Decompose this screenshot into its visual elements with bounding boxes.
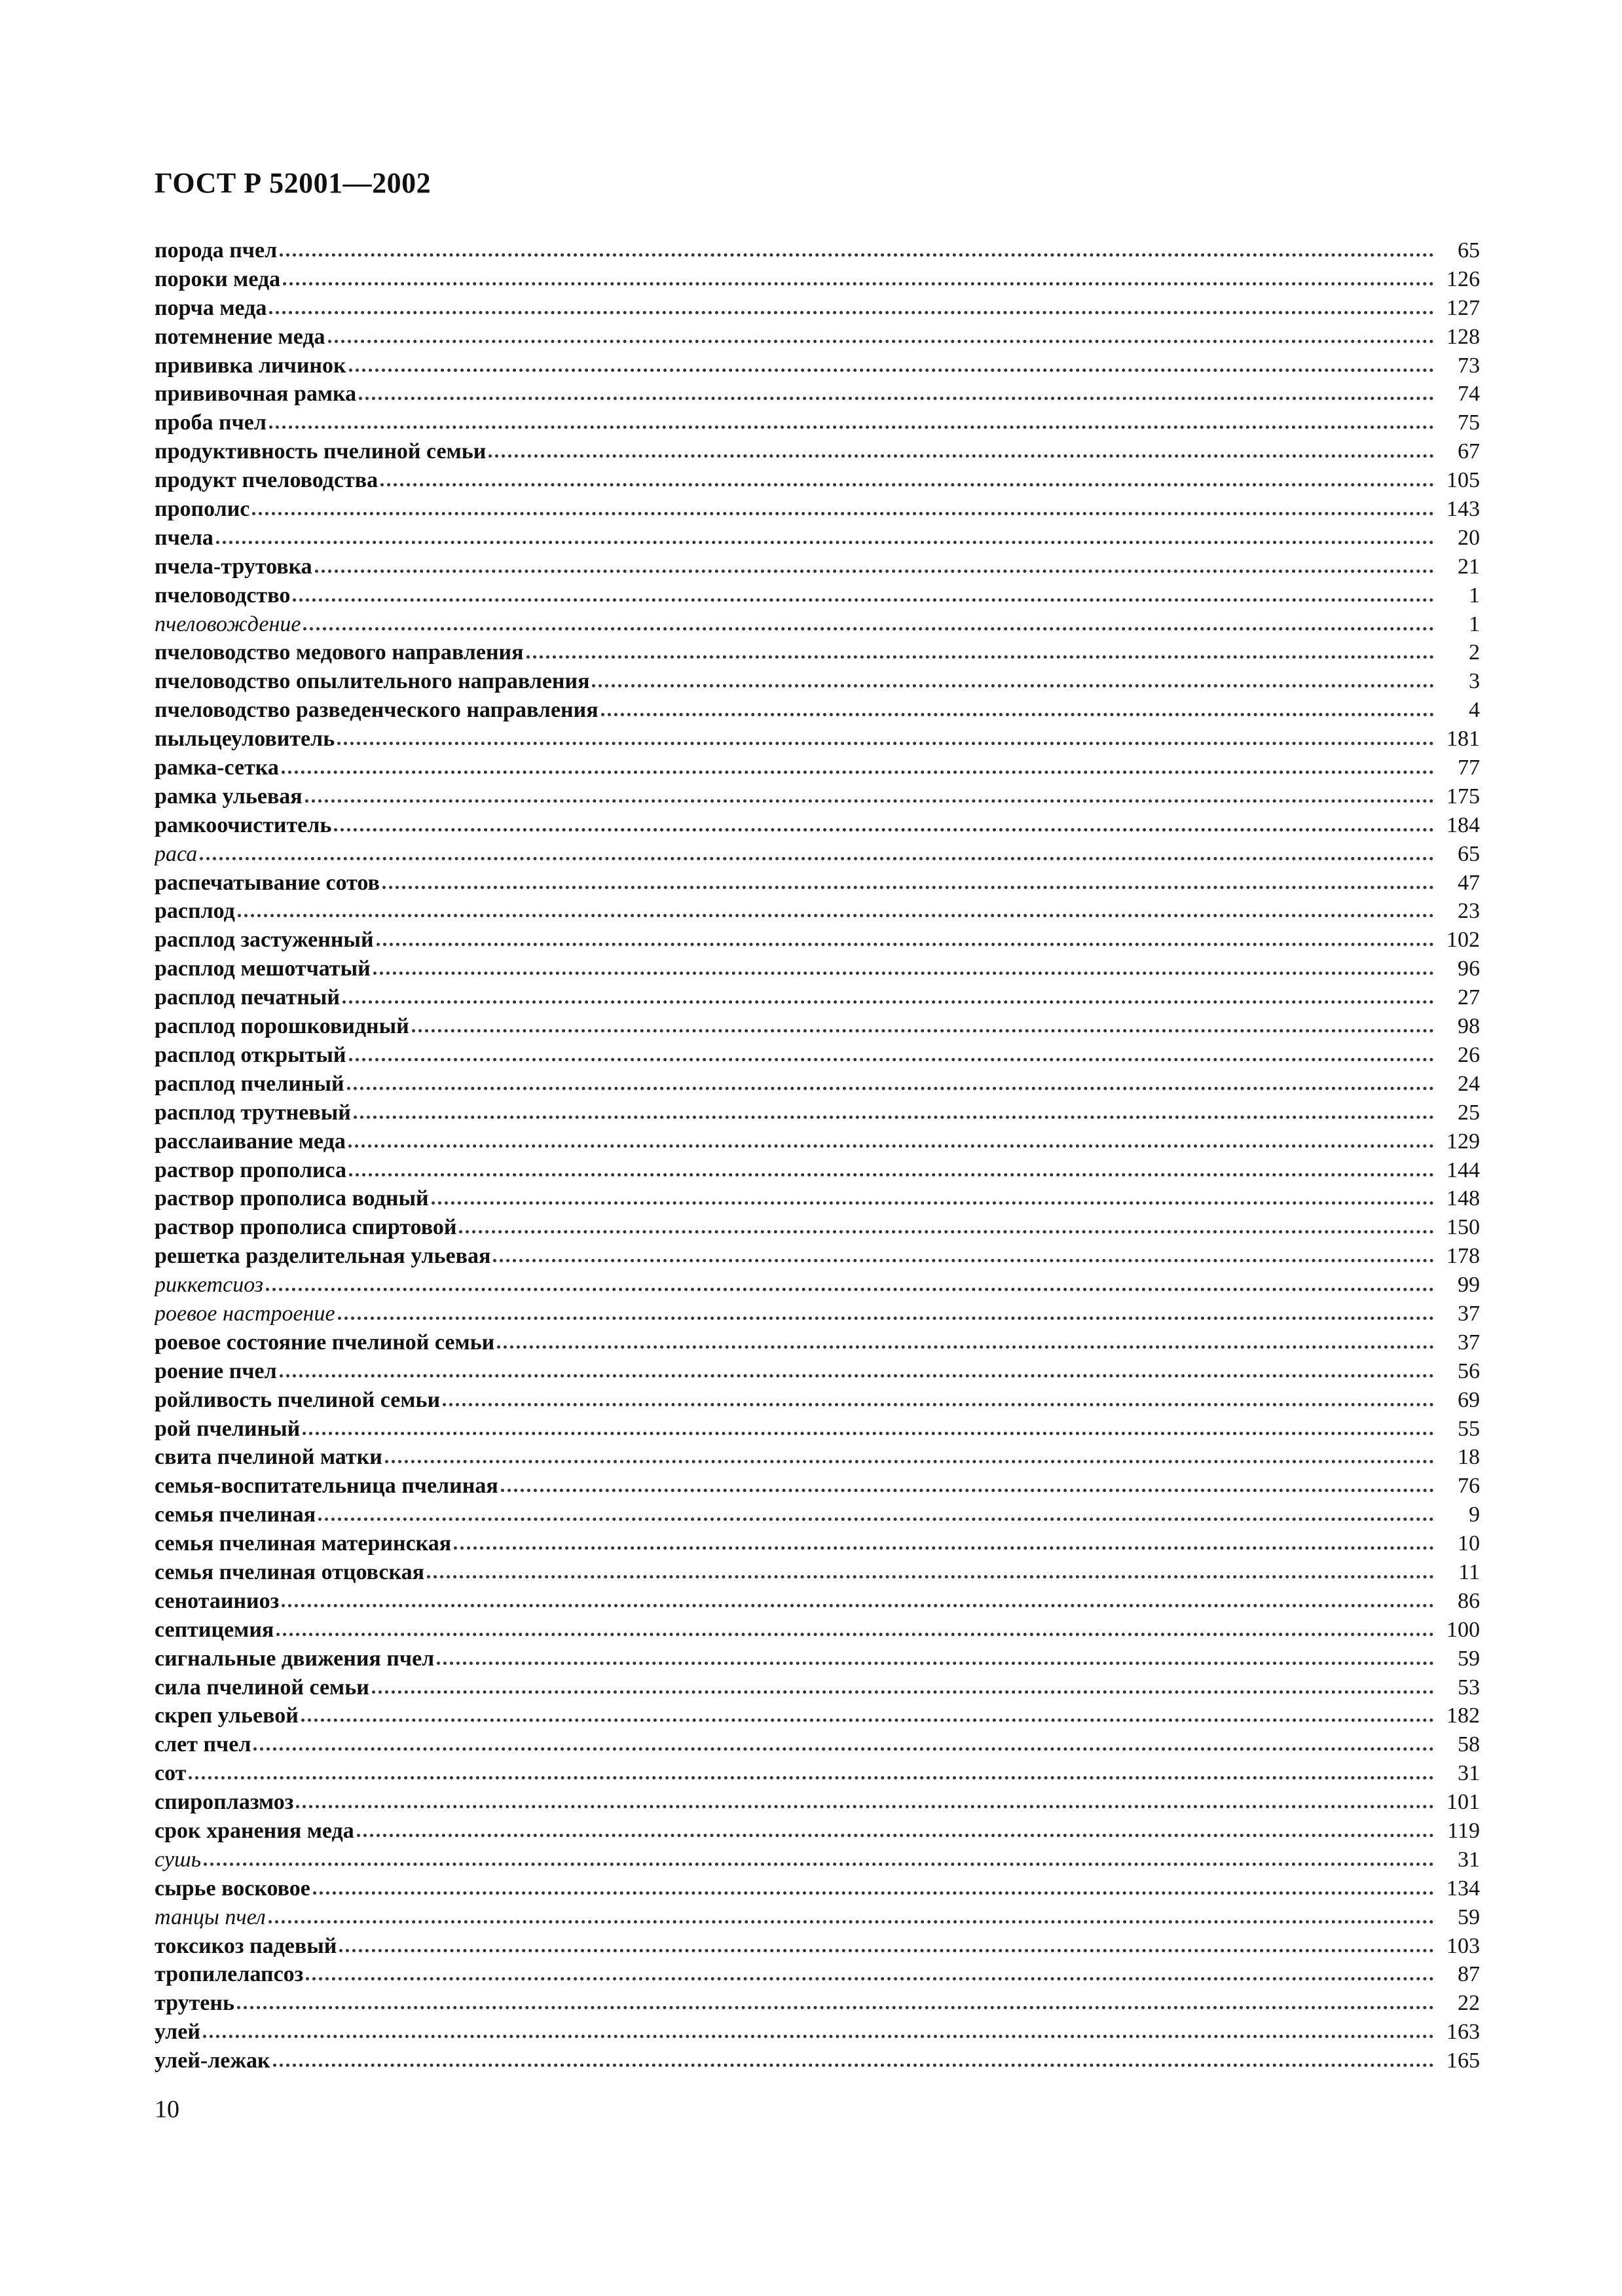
dot-leader <box>339 1945 1434 1953</box>
index-term: расплод трутневый <box>155 1100 351 1125</box>
dot-leader <box>276 1629 1434 1637</box>
index-page-ref: 76 <box>1458 1474 1480 1499</box>
index-term: тропилелапсоз <box>155 1962 304 1987</box>
index-term: раствор прополиса водный <box>155 1186 429 1211</box>
index-entry <box>155 294 1480 323</box>
index-page-ref: 58 <box>1458 1732 1480 1757</box>
index-entry <box>155 725 1480 754</box>
index-entry <box>155 437 1480 466</box>
dot-leader <box>328 336 1434 344</box>
index-term: продуктивность пчелиной семьи <box>155 439 487 464</box>
dot-leader <box>273 2060 1434 2068</box>
index-page-ref: 10 <box>1458 1531 1480 1556</box>
index-term: пчела-трутовка <box>155 554 312 579</box>
index-entry <box>155 466 1480 495</box>
alphabetical-index <box>155 236 1480 2075</box>
dot-leader <box>338 1313 1434 1321</box>
index-entry <box>155 1415 1480 1444</box>
dot-leader <box>216 537 1434 545</box>
index-term: семья-воспитательница пчелиная <box>155 1474 498 1499</box>
index-page-ref: 27 <box>1458 985 1480 1010</box>
dot-leader <box>315 566 1434 574</box>
index-page-ref: 56 <box>1458 1358 1480 1383</box>
index-page-ref: 37 <box>1458 1301 1480 1326</box>
index-page-ref: 163 <box>1447 2020 1480 2045</box>
index-page-ref: 31 <box>1458 1847 1480 1872</box>
index-term: сырье восковое <box>155 1876 310 1901</box>
index-term: рамкоочиститель <box>155 812 332 837</box>
index-page-ref: 20 <box>1458 525 1480 550</box>
index-page-ref: 101 <box>1447 1790 1480 1815</box>
dot-leader <box>266 1284 1434 1292</box>
index-page-ref: 75 <box>1458 410 1480 435</box>
dot-leader <box>526 651 1434 659</box>
index-term: роевое состояние пчелиной семьи <box>155 1330 495 1355</box>
index-term: семья пчелиная отцовская <box>155 1559 424 1584</box>
index-entry <box>155 1759 1480 1788</box>
index-page-ref: 105 <box>1447 468 1480 493</box>
index-entry <box>155 380 1480 409</box>
index-page-ref: 73 <box>1458 353 1480 378</box>
index-term: проба пчел <box>155 410 267 435</box>
index-entry <box>155 1529 1480 1558</box>
index-term: расплод открытый <box>155 1042 346 1067</box>
index-entry <box>155 323 1480 352</box>
index-term: прививочная рамка <box>155 382 357 407</box>
dot-leader <box>349 1169 1434 1177</box>
index-entry <box>155 1357 1480 1386</box>
index-page-ref: 103 <box>1447 1933 1480 1958</box>
index-term: улей <box>155 2020 200 2045</box>
index-entry <box>155 1472 1480 1501</box>
index-entry <box>155 782 1480 811</box>
dot-leader <box>305 795 1434 803</box>
index-term: пыльцеуловитель <box>155 727 335 752</box>
index-entry <box>155 2018 1480 2047</box>
dot-leader <box>348 1140 1434 1148</box>
dot-leader <box>385 1456 1434 1464</box>
index-entry <box>155 1242 1480 1271</box>
index-entry <box>155 1673 1480 1702</box>
dot-leader <box>269 307 1434 315</box>
index-page-ref: 184 <box>1447 812 1480 837</box>
index-entry <box>155 1127 1480 1156</box>
dot-leader <box>301 1715 1434 1722</box>
dot-leader <box>318 1514 1434 1522</box>
index-page-ref: 59 <box>1458 1904 1480 1929</box>
index-page-ref: 25 <box>1458 1100 1480 1125</box>
index-term: расплод <box>155 899 235 924</box>
dot-leader <box>293 594 1434 602</box>
dot-leader <box>238 910 1434 918</box>
index-term: семья пчелиная материнская <box>155 1531 452 1556</box>
index-entry <box>155 696 1480 725</box>
index-page-ref: 65 <box>1458 841 1480 866</box>
index-entry <box>155 983 1480 1012</box>
index-page-ref: 23 <box>1458 899 1480 924</box>
index-term: пчела <box>155 525 213 550</box>
dot-leader <box>377 939 1434 947</box>
index-entry <box>155 1874 1480 1903</box>
dot-leader <box>268 1916 1434 1924</box>
index-term: рамка-сетка <box>155 756 279 780</box>
index-entry <box>155 1788 1480 1817</box>
dot-leader <box>354 1112 1434 1120</box>
index-term: распечатывание сотов <box>155 870 380 895</box>
index-page-ref: 53 <box>1458 1675 1480 1700</box>
index-page-ref: 143 <box>1447 497 1480 522</box>
index-page-ref: 74 <box>1458 382 1480 407</box>
index-term: рой пчелиный <box>155 1416 301 1441</box>
index-entry <box>155 1271 1480 1300</box>
index-page-ref: 86 <box>1458 1588 1480 1613</box>
index-page-ref: 67 <box>1458 439 1480 464</box>
dot-leader <box>306 1973 1434 1981</box>
index-page-ref: 148 <box>1447 1186 1480 1211</box>
index-term: слет пчел <box>155 1732 251 1757</box>
index-term: сот <box>155 1761 187 1786</box>
dot-leader <box>280 249 1434 257</box>
index-page-ref: 175 <box>1447 784 1480 809</box>
dot-leader <box>303 623 1434 631</box>
index-entry <box>155 352 1480 380</box>
index-term: танцы пчел <box>155 1904 266 1929</box>
dot-leader <box>189 1772 1434 1780</box>
dot-leader <box>282 767 1434 774</box>
index-term: трутень <box>155 1991 234 2016</box>
index-entry <box>155 1989 1480 2018</box>
dot-leader <box>253 1743 1434 1751</box>
index-term: потемнение меда <box>155 324 325 349</box>
index-term: токсикоз падевый <box>155 1933 337 1958</box>
index-entry <box>155 1960 1480 1989</box>
dot-leader <box>380 479 1434 487</box>
index-page-ref: 96 <box>1458 957 1480 981</box>
index-entry <box>155 1932 1480 1961</box>
index-term: септицемия <box>155 1617 274 1642</box>
index-term: роение пчел <box>155 1358 277 1383</box>
index-entry <box>155 1041 1480 1070</box>
dot-leader <box>501 1485 1434 1493</box>
index-page-ref: 2 <box>1469 640 1480 665</box>
index-term: порода пчел <box>155 238 278 263</box>
index-page-ref: 65 <box>1458 238 1480 263</box>
index-entry <box>155 1903 1480 1932</box>
index-term: раствор прополиса <box>155 1157 347 1182</box>
index-term: расплод пчелиный <box>155 1071 344 1096</box>
dot-leader <box>349 365 1434 373</box>
index-entry <box>155 897 1480 926</box>
index-term: рамка ульевая <box>155 784 303 809</box>
dot-leader <box>592 680 1434 688</box>
dot-leader <box>337 738 1434 746</box>
dot-leader <box>280 1370 1434 1378</box>
index-entry <box>155 409 1480 437</box>
index-entry <box>155 610 1480 639</box>
index-page-ref: 100 <box>1447 1617 1480 1642</box>
dot-leader <box>347 1083 1434 1091</box>
index-entry <box>155 1156 1480 1185</box>
index-entry <box>155 2047 1480 2075</box>
index-page-ref: 119 <box>1447 1818 1480 1843</box>
dot-leader <box>493 1255 1434 1263</box>
dot-leader <box>282 1600 1434 1608</box>
index-page-ref: 59 <box>1458 1646 1480 1671</box>
dot-leader <box>313 1887 1434 1895</box>
index-entry <box>155 1386 1480 1415</box>
dot-leader <box>203 2031 1434 2039</box>
index-entry <box>155 638 1480 667</box>
index-term: ройливость пчелиной семьи <box>155 1387 441 1412</box>
index-page-ref: 1 <box>1469 611 1480 636</box>
dot-leader <box>296 1801 1434 1809</box>
index-entry <box>155 265 1480 294</box>
index-page-ref: 26 <box>1458 1042 1480 1067</box>
index-entry <box>155 1443 1480 1472</box>
index-term: расплод мешотчатый <box>155 957 371 981</box>
index-entry <box>155 1184 1480 1213</box>
index-entry <box>155 1817 1480 1846</box>
index-entry <box>155 1702 1480 1730</box>
index-page-ref: 37 <box>1458 1330 1480 1355</box>
index-entry <box>155 811 1480 840</box>
index-term: продукт пчеловодства <box>155 468 378 493</box>
dot-leader <box>443 1399 1434 1407</box>
page-number: 10 <box>155 2096 179 2123</box>
index-term: скреп ульевой <box>155 1704 299 1728</box>
index-entry <box>155 1846 1480 1874</box>
dot-leader <box>349 1054 1434 1062</box>
dot-leader <box>252 508 1434 516</box>
index-page-ref: 3 <box>1469 669 1480 694</box>
index-term: пчеловождение <box>155 611 301 636</box>
index-term: раствор прополиса спиртовой <box>155 1215 457 1240</box>
dot-leader <box>427 1571 1434 1579</box>
index-page-ref: 4 <box>1469 698 1480 723</box>
index-entry <box>155 1645 1480 1673</box>
index-entry <box>155 236 1480 265</box>
index-page-ref: 144 <box>1447 1157 1480 1182</box>
index-entry <box>155 1213 1480 1242</box>
dot-leader <box>488 450 1434 458</box>
index-page-ref: 134 <box>1447 1876 1480 1901</box>
index-entry <box>155 1587 1480 1616</box>
index-term: расплод печатный <box>155 985 340 1010</box>
index-page-ref: 69 <box>1458 1387 1480 1412</box>
index-page-ref: 77 <box>1458 756 1480 780</box>
dot-leader <box>342 996 1434 1004</box>
index-entry <box>155 1558 1480 1587</box>
index-term: пчеловодство опылительного направления <box>155 669 590 694</box>
index-page-ref: 182 <box>1447 1704 1480 1728</box>
index-page-ref: 102 <box>1447 928 1480 953</box>
index-term: сушь <box>155 1847 202 1872</box>
index-entry <box>155 1616 1480 1645</box>
index-term: сила пчелиной семьи <box>155 1675 369 1700</box>
dot-leader <box>359 393 1434 401</box>
index-entry <box>155 754 1480 782</box>
index-page-ref: 165 <box>1447 2049 1480 2073</box>
index-entry <box>155 553 1480 581</box>
index-entry <box>155 667 1480 696</box>
index-term: улей-лежак <box>155 2049 270 2073</box>
index-page-ref: 9 <box>1469 1503 1480 1527</box>
index-entry <box>155 1300 1480 1328</box>
index-entry <box>155 524 1480 553</box>
index-term: пороки меда <box>155 266 281 291</box>
index-entry <box>155 869 1480 898</box>
index-entry <box>155 581 1480 610</box>
index-term: семья пчелиная <box>155 1503 316 1527</box>
index-term: роевое настроение <box>155 1301 335 1326</box>
index-term: сигнальные движения пчел <box>155 1646 435 1671</box>
index-page-ref: 150 <box>1447 1215 1480 1240</box>
index-term: пчеловодство разведенческого направления <box>155 698 599 723</box>
dot-leader <box>237 2002 1434 2010</box>
index-page-ref: 126 <box>1447 266 1480 291</box>
index-page-ref: 21 <box>1458 554 1480 579</box>
index-entry <box>155 955 1480 983</box>
dot-leader <box>204 1859 1434 1867</box>
index-page-ref: 98 <box>1458 1014 1480 1039</box>
index-page-ref: 181 <box>1447 727 1480 752</box>
index-entry <box>155 1012 1480 1041</box>
document-header: ГОСТ Р 52001—2002 <box>155 167 432 199</box>
index-page-ref: 47 <box>1458 870 1480 895</box>
index-entry <box>155 1501 1480 1529</box>
dot-leader <box>283 278 1434 286</box>
index-page-ref: 178 <box>1447 1244 1480 1269</box>
index-page-ref: 129 <box>1447 1129 1480 1154</box>
dot-leader <box>357 1830 1434 1838</box>
index-term: пчеловодство медового направления <box>155 640 524 665</box>
index-entry <box>155 1328 1480 1357</box>
index-page-ref: 24 <box>1458 1071 1480 1096</box>
index-page-ref: 128 <box>1447 324 1480 349</box>
index-entry <box>155 926 1480 955</box>
index-term: раса <box>155 841 198 866</box>
dot-leader <box>382 882 1434 890</box>
index-term: расслаивание меда <box>155 1129 346 1154</box>
dot-leader <box>601 709 1434 717</box>
index-term: свита пчелиной матки <box>155 1445 382 1470</box>
index-page-ref: 55 <box>1458 1416 1480 1441</box>
index-term: расплод порошковидный <box>155 1014 409 1039</box>
index-term: сенотаиниоз <box>155 1588 280 1613</box>
index-term: пчеловодство <box>155 583 291 608</box>
dot-leader <box>200 853 1434 861</box>
index-entry <box>155 1070 1480 1099</box>
index-entry <box>155 1099 1480 1127</box>
index-page-ref: 18 <box>1458 1445 1480 1470</box>
dot-leader <box>373 968 1434 975</box>
index-page-ref: 22 <box>1458 1991 1480 2016</box>
dot-leader <box>372 1686 1434 1694</box>
dot-leader <box>412 1025 1434 1033</box>
index-page-ref: 127 <box>1447 295 1480 320</box>
index-entry <box>155 840 1480 869</box>
dot-leader <box>432 1197 1434 1205</box>
dot-leader <box>269 422 1434 429</box>
index-term: прополис <box>155 497 250 522</box>
index-page-ref: 87 <box>1458 1962 1480 1987</box>
index-term: риккетсиоз <box>155 1273 264 1298</box>
index-page-ref: 1 <box>1469 583 1480 608</box>
dot-leader <box>334 824 1434 832</box>
index-page-ref: 99 <box>1458 1273 1480 1298</box>
index-page-ref: 31 <box>1458 1761 1480 1786</box>
index-term: порча меда <box>155 295 267 320</box>
index-entry <box>155 1730 1480 1759</box>
index-page-ref: 11 <box>1458 1559 1480 1584</box>
index-term: спироплазмоз <box>155 1790 294 1815</box>
dot-leader <box>303 1428 1434 1436</box>
index-term: срок хранения меда <box>155 1818 354 1843</box>
dot-leader <box>497 1341 1434 1349</box>
index-term: расплод застуженный <box>155 928 374 953</box>
dot-leader <box>459 1226 1434 1234</box>
index-entry <box>155 495 1480 524</box>
dot-leader <box>437 1658 1434 1666</box>
index-term: прививка личинок <box>155 353 346 378</box>
dot-leader <box>454 1542 1434 1550</box>
index-term: решетка разделительная ульевая <box>155 1244 491 1269</box>
